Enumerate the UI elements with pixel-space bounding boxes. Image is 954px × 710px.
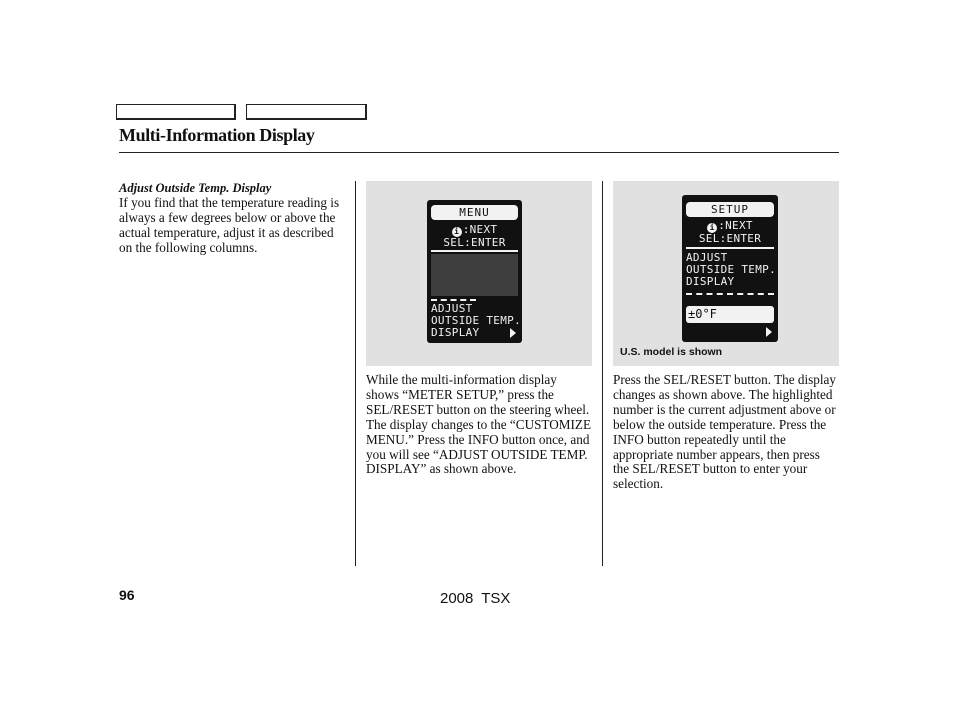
lcd-title: SETUP bbox=[686, 202, 774, 217]
lcd-next-line: i :NEXT bbox=[686, 220, 774, 233]
lcd-next-line: i :NEXT bbox=[431, 224, 518, 237]
title-rule bbox=[119, 152, 839, 153]
middle-paragraph: While the multi-information display shows “METER SETUP,” press the SEL/RESET button on the steering wheel. The display changes to the “CUSTOMIZE MENU.” Press the INFO button once, and you will see “ADJUST OUTSIDE TEMP. DISPLAY” as shown above. bbox=[366, 372, 591, 477]
lcd-dashed-rule bbox=[686, 293, 774, 295]
left-paragraph: If you find that the temperature reading is always a few degrees below or above the actual temperature, adjust it as described on the following columns. bbox=[119, 194, 340, 255]
lcd-enter-line: SEL:ENTER bbox=[698, 232, 762, 245]
menu-display-illustration bbox=[366, 181, 592, 366]
info-icon: i bbox=[452, 227, 462, 237]
footer-model: 2008 TSX bbox=[440, 590, 511, 607]
column-divider-1 bbox=[355, 181, 356, 566]
lcd-divider bbox=[686, 247, 774, 249]
lcd-item-line-2: OUTSIDE TEMP. bbox=[431, 314, 521, 327]
lcd-item-line-1: ADJUST bbox=[431, 302, 473, 315]
lcd-item-line-2: OUTSIDE TEMP. bbox=[686, 263, 776, 276]
lcd-divider bbox=[431, 250, 518, 252]
lcd-item-line-3: DISPLAY bbox=[686, 275, 735, 288]
info-icon: i bbox=[707, 223, 717, 233]
adjustment-value: ±0°F bbox=[686, 306, 774, 323]
header-tab-1 bbox=[116, 104, 236, 120]
page-number: 96 bbox=[119, 587, 135, 603]
column-divider-2 bbox=[602, 181, 603, 566]
lcd-blank-area bbox=[431, 254, 518, 296]
lcd-screen-menu bbox=[427, 200, 522, 343]
lcd-enter-line: SEL:ENTER bbox=[443, 236, 506, 249]
right-paragraph: Press the SEL/RESET button. The display changes as shown above. The highlighted number is the current adjustment above or below the outside temperature. Press the INFO button repeatedly until the appropriate number appears, then press the SEL/RESET button to enter your selection. bbox=[613, 372, 836, 492]
lcd-item-line-1: ADJUST bbox=[686, 251, 728, 264]
arrow-right-icon bbox=[766, 327, 772, 337]
lcd-title: MENU bbox=[431, 205, 518, 220]
lcd-dashed-rule bbox=[431, 299, 476, 301]
lcd-item-line-3: DISPLAY bbox=[431, 326, 480, 339]
section-title: Multi-Information Display bbox=[119, 125, 315, 145]
left-column bbox=[119, 181, 341, 256]
header-tab-2 bbox=[246, 104, 367, 120]
subsection-heading: Adjust Outside Temp. Display bbox=[119, 181, 272, 195]
arrow-right-icon bbox=[510, 328, 516, 338]
illustration-caption: U.S. model is shown bbox=[620, 346, 723, 358]
lcd-screen-setup bbox=[682, 195, 778, 342]
setup-display-illustration bbox=[613, 181, 839, 366]
